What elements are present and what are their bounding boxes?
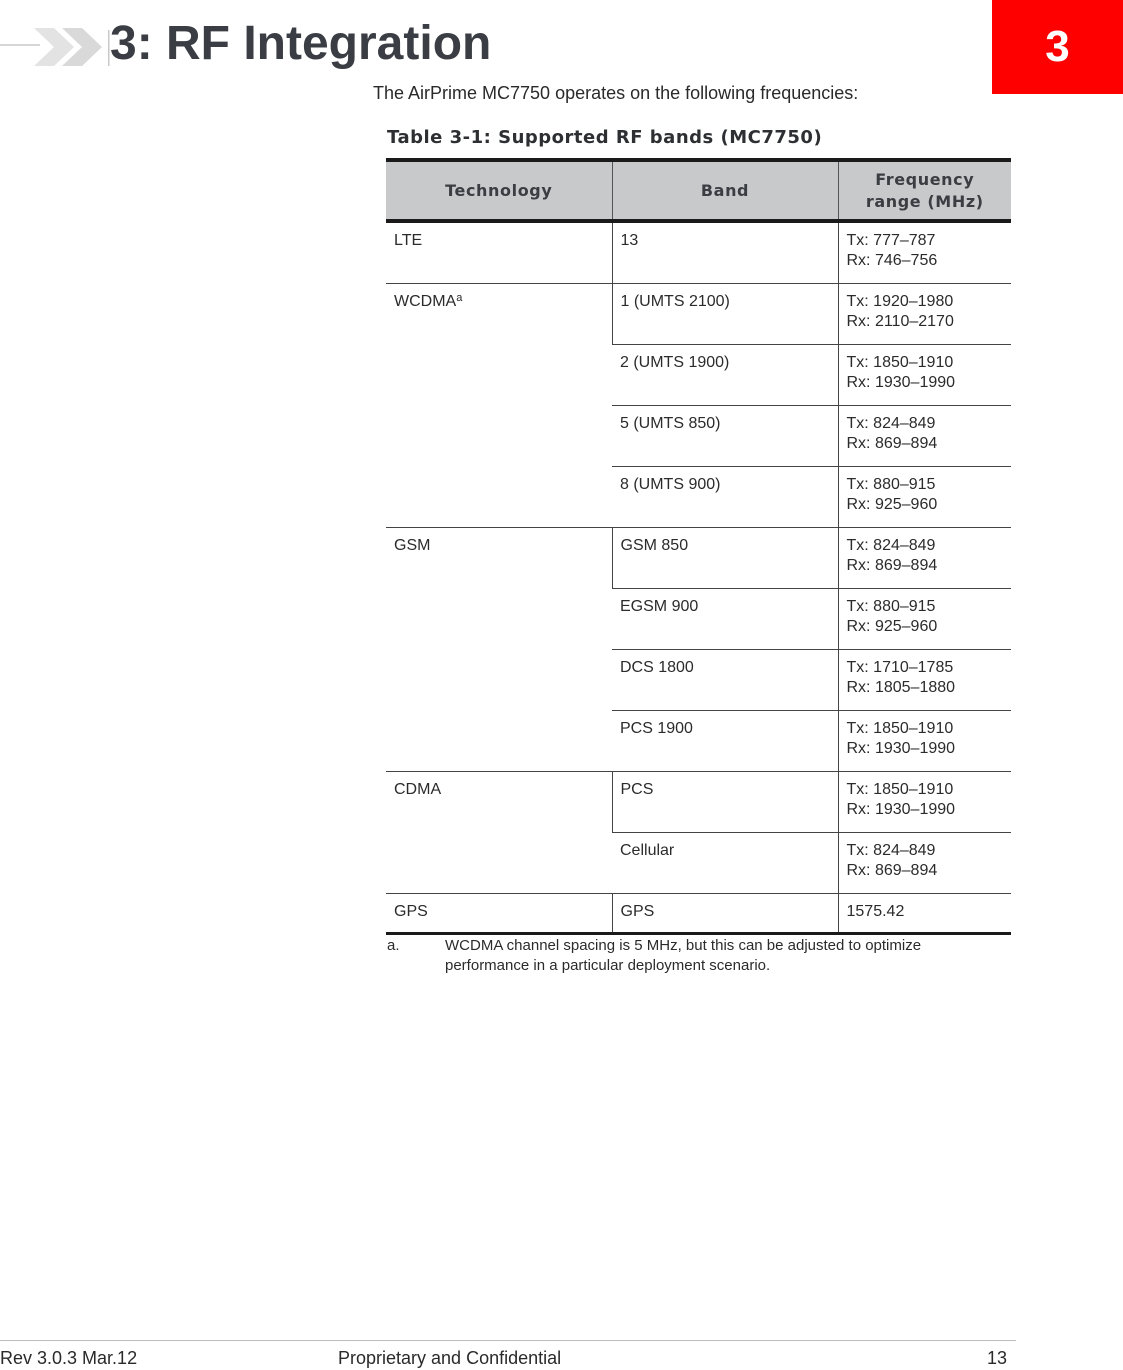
rx-range: Rx: 869–894 xyxy=(846,557,938,574)
band-cell: Cellular xyxy=(612,833,838,894)
rx-range: Rx: 925–960 xyxy=(846,496,938,513)
intro-paragraph: The AirPrime MC7750 operates on the following frequencies: xyxy=(373,83,859,103)
frequency-cell xyxy=(838,284,1011,345)
tx-range: Tx: 1850–1910 xyxy=(846,354,954,371)
band-cell: 1 (UMTS 2100) xyxy=(612,284,838,345)
footer-revision: Rev 3.0.3 Mar.12 xyxy=(0,1348,138,1368)
technology-cell: GPS xyxy=(386,894,612,934)
frequency-cell xyxy=(838,772,1011,833)
footnote-text: WCDMA channel spacing is 5 MHz, but this can be adjusted to optimize performance in a particular deployment scenario. xyxy=(445,937,922,974)
chapter-title: 3: RF Integration xyxy=(110,17,492,70)
rx-range: Rx: 925–960 xyxy=(846,618,938,635)
band-cell: DCS 1800 xyxy=(612,650,838,711)
table-caption: Table 3-1: Supported RF bands (MC7750) xyxy=(387,127,823,148)
table-row xyxy=(386,772,1011,833)
tx-range: Tx: 824–849 xyxy=(846,415,936,432)
frequency-cell xyxy=(838,528,1011,589)
rx-range: Rx: 2110–2170 xyxy=(846,313,954,330)
band-cell: GSM 850 xyxy=(612,528,838,589)
double-chevron-icon xyxy=(32,22,112,72)
band-cell: PCS xyxy=(612,772,838,833)
header-technology: Technology xyxy=(386,160,612,221)
rx-range: Rx: 869–894 xyxy=(846,862,938,879)
tx-range: Tx: 824–849 xyxy=(846,842,936,859)
frequency-cell xyxy=(838,650,1011,711)
table-header-row xyxy=(386,160,1011,221)
rx-range: Rx: 1930–1990 xyxy=(846,374,956,391)
frequency-cell xyxy=(838,711,1011,772)
frequency-cell xyxy=(838,894,1011,934)
rx-range: Rx: 1805–1880 xyxy=(846,679,956,696)
table-row xyxy=(386,284,1011,345)
table-row xyxy=(386,528,1011,589)
technology-cell: GSM xyxy=(386,528,612,772)
band-cell: PCS 1900 xyxy=(612,711,838,772)
band-cell: 13 xyxy=(612,221,838,284)
tx-range: Tx: 880–915 xyxy=(846,476,936,493)
band-cell: GPS xyxy=(612,894,838,934)
footer-page-number: 13 xyxy=(987,1348,1008,1368)
frequency-cell xyxy=(838,589,1011,650)
footer-rule xyxy=(0,1340,1016,1341)
footer-confidentiality: Proprietary and Confidential xyxy=(338,1348,562,1368)
frequency-cell xyxy=(838,406,1011,467)
tx-range: Tx: 1920–1980 xyxy=(846,293,954,310)
footnote-marker: a xyxy=(456,292,463,304)
rx-range: Rx: 1930–1990 xyxy=(846,740,956,757)
chapter-tab: 3 xyxy=(992,0,1123,94)
technology-cell: CDMA xyxy=(386,772,612,894)
tx-range: Tx: 1850–1910 xyxy=(846,720,954,737)
rx-range: Rx: 869–894 xyxy=(846,435,938,452)
header-band: Band xyxy=(612,160,838,221)
technology-cell: LTE xyxy=(386,221,612,284)
rx-range: Rx: 1930–1990 xyxy=(846,801,956,818)
frequency-cell xyxy=(838,221,1011,284)
tx-range: Tx: 1710–1785 xyxy=(846,659,954,676)
band-cell: 8 (UMTS 900) xyxy=(612,467,838,528)
tx-range: Tx: 777–787 xyxy=(846,232,936,249)
table-row xyxy=(386,894,1011,934)
band-cell: 2 (UMTS 1900) xyxy=(612,345,838,406)
header-frequency-range: Frequency range (MHz) xyxy=(838,160,1011,221)
table-row xyxy=(386,221,1011,284)
tx-range: Tx: 1850–1910 xyxy=(846,781,954,798)
frequency-cell xyxy=(838,345,1011,406)
rf-bands-table xyxy=(386,158,1011,935)
frequency-value: 1575.42 xyxy=(846,903,905,920)
frequency-cell xyxy=(838,833,1011,894)
band-cell: EGSM 900 xyxy=(612,589,838,650)
footnote-label: a. xyxy=(387,937,400,954)
rx-range: Rx: 746–756 xyxy=(846,252,938,269)
tx-range: Tx: 880–915 xyxy=(846,598,936,615)
frequency-cell xyxy=(838,467,1011,528)
technology-cell: WCDMA$^a$ xyxy=(386,284,612,528)
band-cell: 5 (UMTS 850) xyxy=(612,406,838,467)
tx-range: Tx: 824–849 xyxy=(846,537,936,554)
